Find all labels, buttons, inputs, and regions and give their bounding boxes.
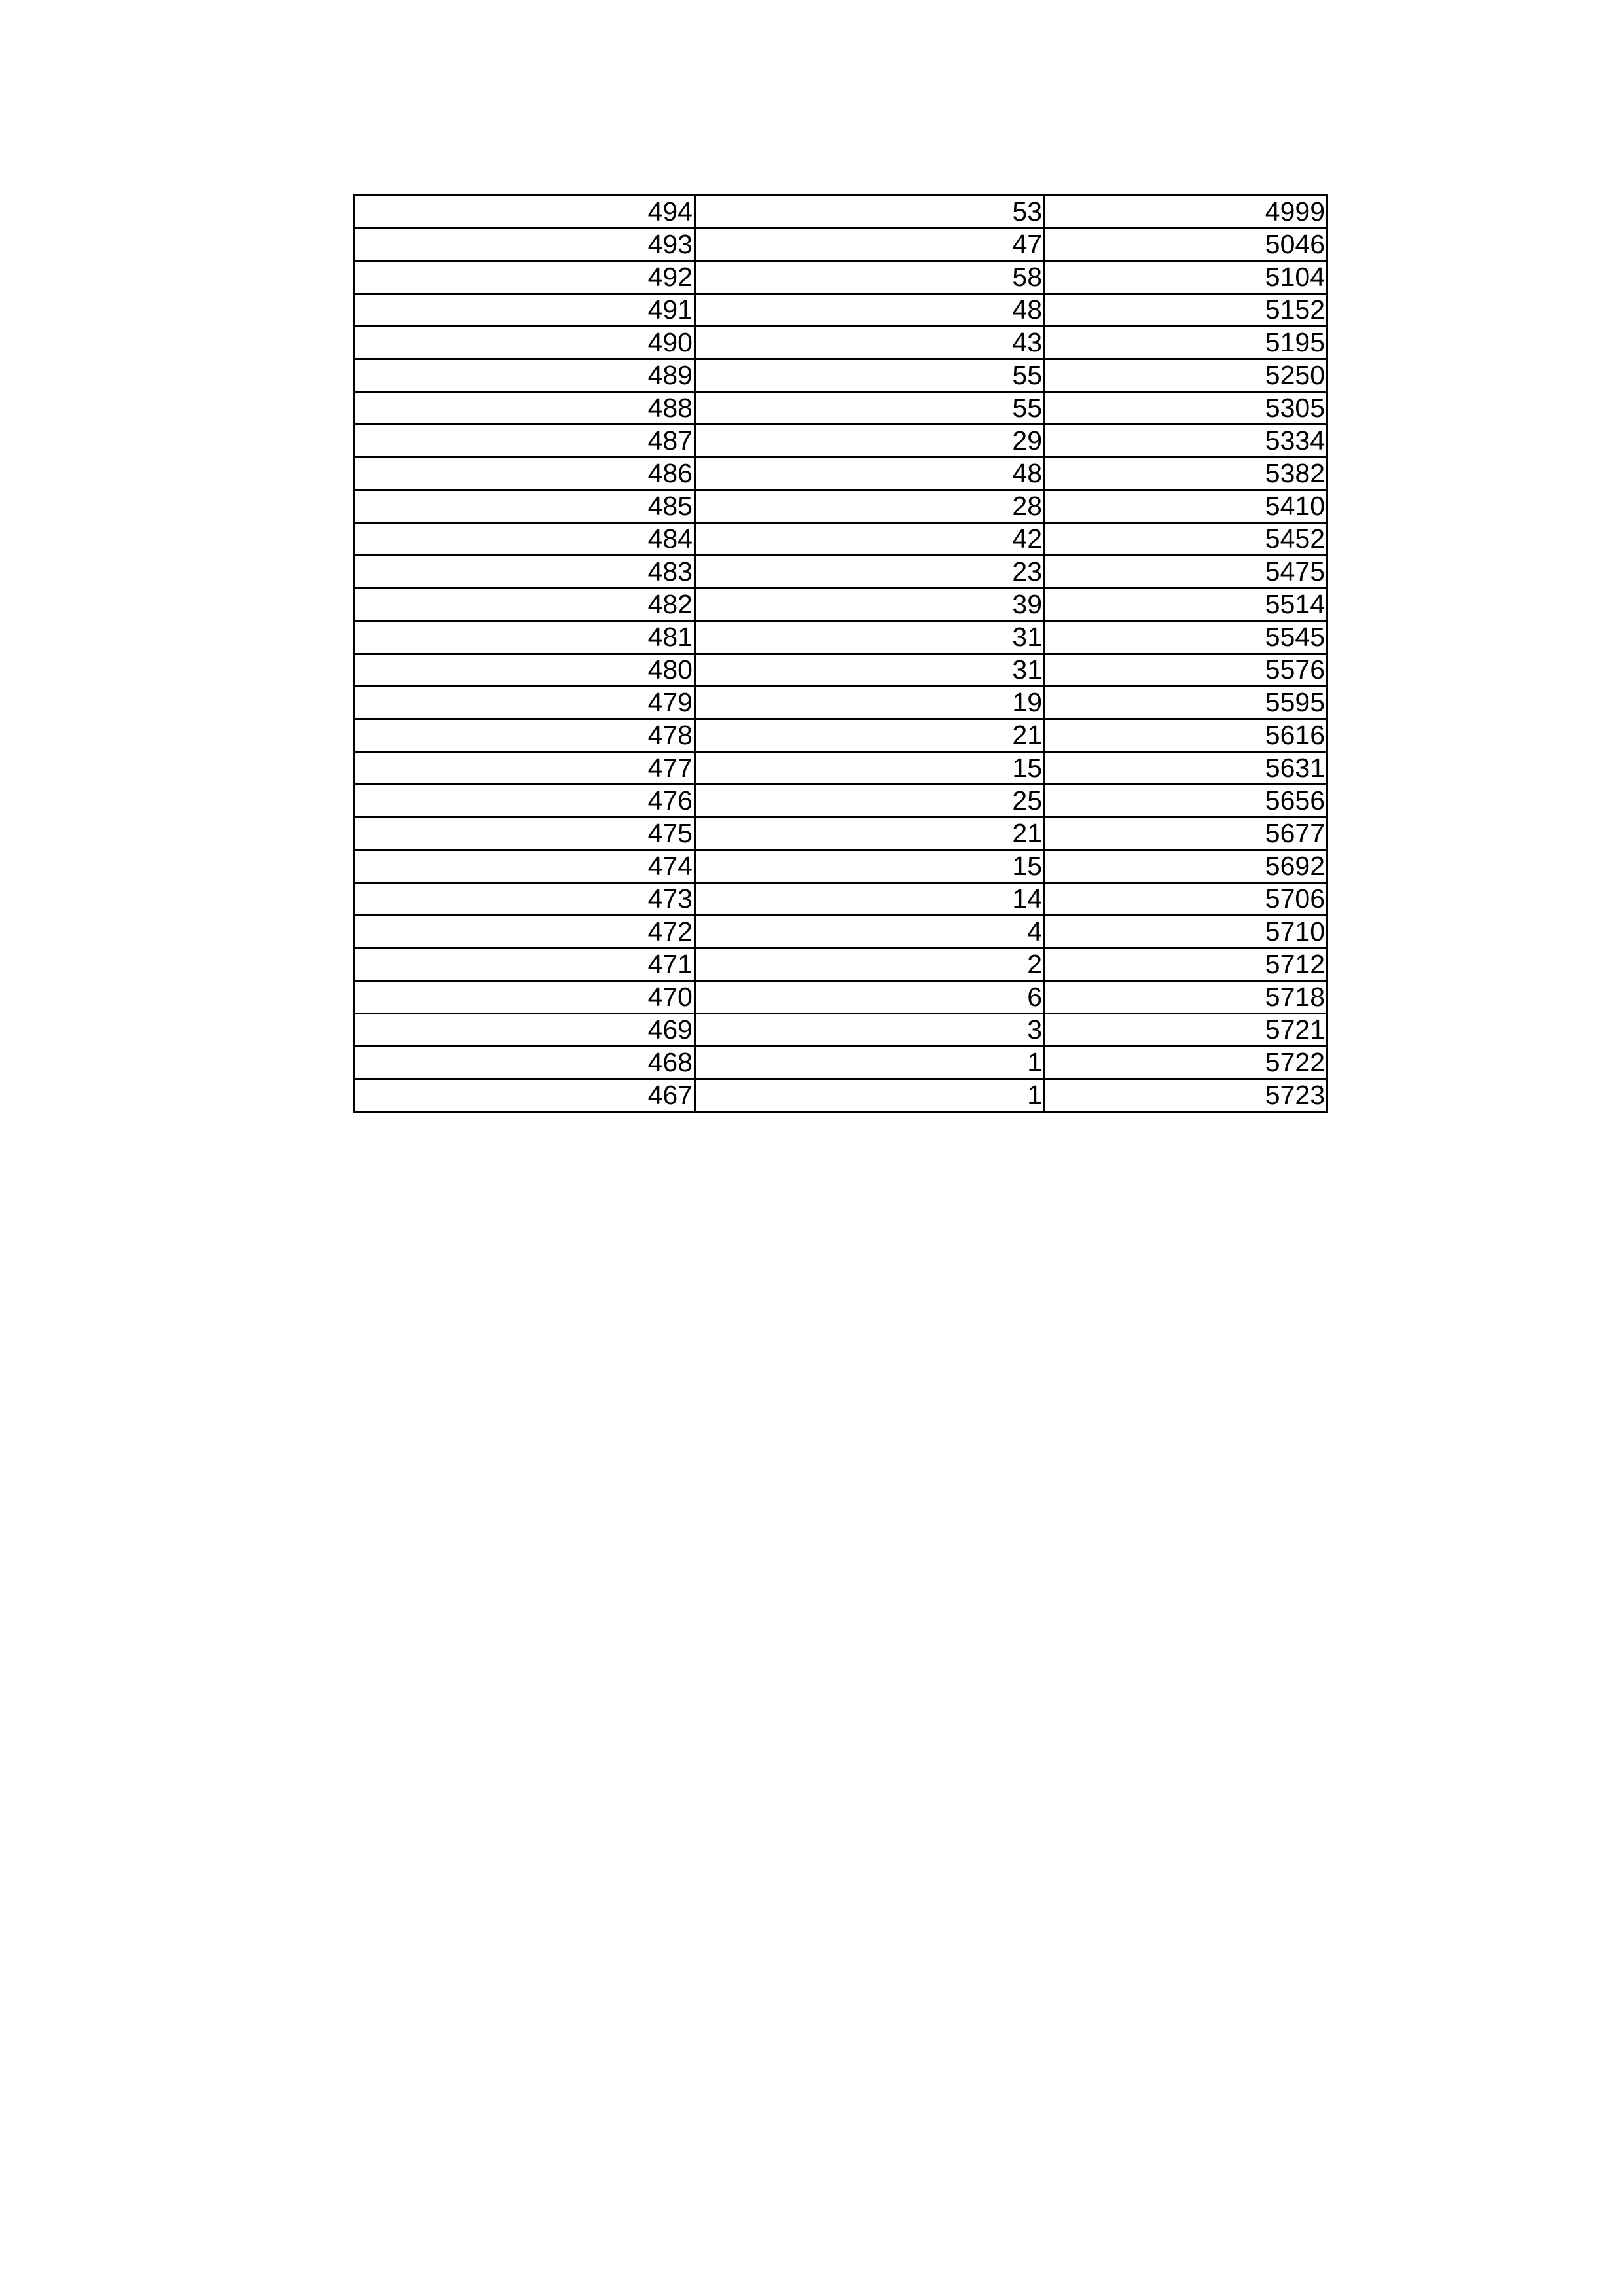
table-cell-score: 487 [355, 425, 695, 457]
table-cell-score: 490 [355, 327, 695, 359]
table-cell-cumulative: 5382 [1045, 457, 1327, 490]
table-cell-cumulative: 5631 [1045, 752, 1327, 785]
table-cell-cumulative: 5514 [1045, 588, 1327, 621]
table-row [355, 523, 1327, 556]
table-cell-score: 484 [355, 523, 695, 556]
table-cell-cumulative: 5710 [1045, 916, 1327, 948]
table-cell-count: 21 [695, 817, 1045, 850]
table-cell-cumulative: 5195 [1045, 327, 1327, 359]
table-cell-score: 478 [355, 719, 695, 752]
table-cell-score: 493 [355, 228, 695, 261]
table-row [355, 228, 1327, 261]
table-cell-score: 491 [355, 294, 695, 327]
table-cell-count: 53 [695, 196, 1045, 228]
table-cell-count: 39 [695, 588, 1045, 621]
table-row [355, 425, 1327, 457]
table-cell-count: 31 [695, 621, 1045, 654]
table-row [355, 621, 1327, 654]
table-cell-score: 481 [355, 621, 695, 654]
table-cell-score: 467 [355, 1079, 695, 1112]
table-cell-count: 48 [695, 294, 1045, 327]
table-cell-cumulative: 5692 [1045, 850, 1327, 883]
table-cell-score: 470 [355, 981, 695, 1014]
table-cell-count: 2 [695, 948, 1045, 981]
table-cell-cumulative: 5452 [1045, 523, 1327, 556]
table-cell-score: 488 [355, 392, 695, 425]
table-cell-cumulative: 5712 [1045, 948, 1327, 981]
table-row [355, 719, 1327, 752]
table-row [355, 687, 1327, 719]
table-cell-count: 1 [695, 1047, 1045, 1079]
table-row [355, 752, 1327, 785]
table-cell-count: 15 [695, 850, 1045, 883]
table-cell-cumulative: 5545 [1045, 621, 1327, 654]
table-cell-count: 28 [695, 490, 1045, 523]
table-cell-count: 58 [695, 261, 1045, 294]
table-cell-cumulative: 5656 [1045, 785, 1327, 817]
table-cell-score: 475 [355, 817, 695, 850]
table-cell-cumulative: 5722 [1045, 1047, 1327, 1079]
table-cell-score: 474 [355, 850, 695, 883]
table-row [355, 294, 1327, 327]
table-row [355, 261, 1327, 294]
table-cell-score: 477 [355, 752, 695, 785]
table-cell-cumulative: 5104 [1045, 261, 1327, 294]
table-cell-cumulative: 5576 [1045, 654, 1327, 687]
table-cell-cumulative: 4999 [1045, 196, 1327, 228]
table-cell-cumulative: 5250 [1045, 359, 1327, 392]
table-cell-score: 489 [355, 359, 695, 392]
table-cell-cumulative: 5721 [1045, 1014, 1327, 1047]
table-cell-count: 3 [695, 1014, 1045, 1047]
table-cell-score: 485 [355, 490, 695, 523]
table-cell-cumulative: 5152 [1045, 294, 1327, 327]
table-cell-score: 471 [355, 948, 695, 981]
table-row [355, 1047, 1327, 1079]
table-row [355, 490, 1327, 523]
table-cell-cumulative: 5334 [1045, 425, 1327, 457]
table-row [355, 654, 1327, 687]
table-cell-count: 6 [695, 981, 1045, 1014]
table-cell-count: 42 [695, 523, 1045, 556]
table-cell-count: 23 [695, 556, 1045, 588]
table-cell-cumulative: 5046 [1045, 228, 1327, 261]
table-row [355, 981, 1327, 1014]
table-row [355, 850, 1327, 883]
table-row [355, 785, 1327, 817]
table-row [355, 556, 1327, 588]
table-row [355, 196, 1327, 228]
table-cell-count: 25 [695, 785, 1045, 817]
table-cell-count: 48 [695, 457, 1045, 490]
table-cell-count: 55 [695, 392, 1045, 425]
table-cell-cumulative: 5718 [1045, 981, 1327, 1014]
table-row [355, 359, 1327, 392]
table-cell-score: 483 [355, 556, 695, 588]
table-cell-count: 4 [695, 916, 1045, 948]
table-cell-score: 473 [355, 883, 695, 916]
table-row [355, 948, 1327, 981]
table-cell-cumulative: 5723 [1045, 1079, 1327, 1112]
table-cell-cumulative: 5677 [1045, 817, 1327, 850]
table-cell-count: 31 [695, 654, 1045, 687]
table-cell-score: 476 [355, 785, 695, 817]
table-cell-cumulative: 5305 [1045, 392, 1327, 425]
table-cell-score: 486 [355, 457, 695, 490]
table-cell-count: 15 [695, 752, 1045, 785]
table-cell-cumulative: 5706 [1045, 883, 1327, 916]
table-cell-cumulative: 5475 [1045, 556, 1327, 588]
table-cell-count: 21 [695, 719, 1045, 752]
table-cell-cumulative: 5616 [1045, 719, 1327, 752]
table-cell-count: 1 [695, 1079, 1045, 1112]
table-cell-score: 480 [355, 654, 695, 687]
table-row [355, 392, 1327, 425]
table-cell-score: 469 [355, 1014, 695, 1047]
table-row [355, 327, 1327, 359]
data-table-body [355, 196, 1327, 1112]
table-cell-score: 492 [355, 261, 695, 294]
table-cell-cumulative: 5595 [1045, 687, 1327, 719]
table-cell-count: 19 [695, 687, 1045, 719]
table-cell-score: 494 [355, 196, 695, 228]
table-row [355, 1014, 1327, 1047]
table-cell-score: 468 [355, 1047, 695, 1079]
table-row [355, 457, 1327, 490]
table-cell-count: 29 [695, 425, 1045, 457]
table-cell-cumulative: 5410 [1045, 490, 1327, 523]
table-cell-score: 479 [355, 687, 695, 719]
table-row [355, 1079, 1327, 1112]
data-table [353, 194, 1328, 1113]
table-cell-score: 482 [355, 588, 695, 621]
table-cell-count: 47 [695, 228, 1045, 261]
table-cell-count: 14 [695, 883, 1045, 916]
table-row [355, 817, 1327, 850]
table-cell-count: 55 [695, 359, 1045, 392]
table-cell-count: 43 [695, 327, 1045, 359]
table-row [355, 916, 1327, 948]
table-cell-score: 472 [355, 916, 695, 948]
table-row [355, 588, 1327, 621]
table-row [355, 883, 1327, 916]
